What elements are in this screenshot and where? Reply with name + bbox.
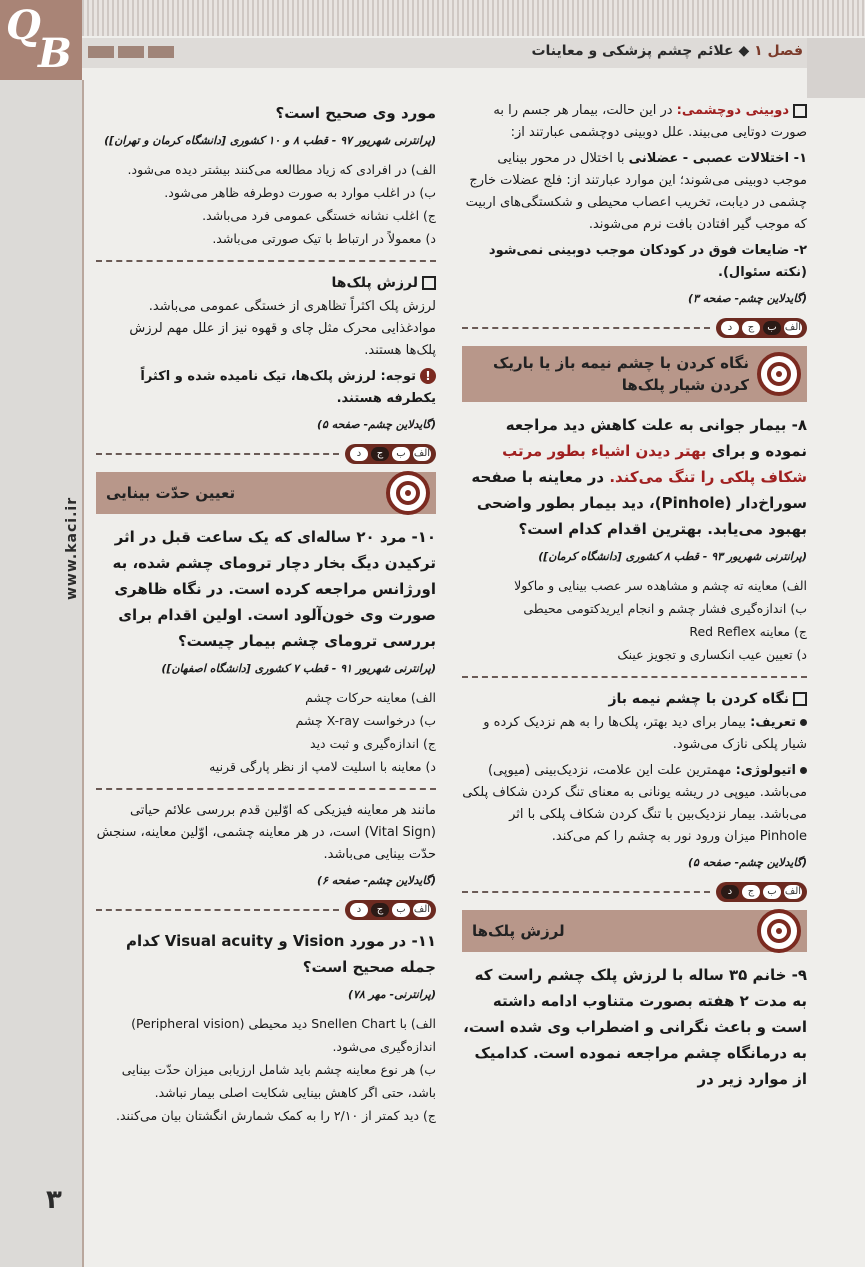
qb-logo [0,0,82,80]
question-11: ۱۱- در مورد Vision و Visual acuity کدام جمله صحیح است؟ [125,932,436,976]
answer-key-1 [462,318,807,338]
q9-option-c: ج) اغلب نشانه خستگی عمومی فرد می‌باشد. [202,208,436,223]
etiology-paragraph [462,760,807,848]
q10-source: (پرانترنی شهریور ۹۱ - قطب ۷ کشوری [دانشگاه اصفهان]) [161,662,436,675]
q11-source: (پرانترنی- مهر ۷۸) [347,988,436,1001]
website-url: www.kaci.ir [64,496,80,600]
right-column [462,100,807,1096]
section-banner-visual-acuity [96,472,436,514]
subsection-title [462,688,807,710]
answer-c: ج [742,321,760,335]
cause1-paragraph [462,148,807,236]
cause2-text: ۲- ضایعات فوق در کودکان موجب دوبینی نمی‌شود [488,243,807,258]
banner-title: تعیین حدّت بینایی [106,484,236,502]
answer-b: ب [763,321,781,335]
logo-q: Q [6,2,41,49]
q8-option-b: ب) اندازه‌گیری فشار چشم و انجام ایریدکتومی محیطی [523,601,807,616]
answer-d: د [350,447,368,461]
answer-divider [96,453,339,455]
section-divider [462,676,807,678]
q10-option-d: د) معاینه با اسلیت لامپ از نظر پارگی قرنیه [209,759,436,774]
q9-option-b: ب) در اغلب موارد به صورت دوطرفه ظاهر می‌شود. [164,185,436,200]
tremor-title-text: لرزش پلک‌ها [331,275,418,291]
q11-option-c: ج) دید کمتر از ۲/۱۰ را به کمک شمارش انگشتان بیان می‌کنند. [116,1108,436,1123]
target-icon [757,352,801,396]
cause2-paragraph [462,240,807,284]
answer-d: د [721,885,739,899]
q10-option-c: ج) اندازه‌گیری و ثبت دید [310,736,436,751]
answer-options [716,882,807,902]
definition-paragraph [462,712,807,756]
tremor-title [96,272,436,294]
margin-divider [82,80,84,1267]
banner-title: نگاه کردن با چشم نیمه باز یا باریک کردن شیار پلک‌ها [492,354,749,394]
vital-source: (گایدلاین چشم- صفحه ۶) [316,874,436,887]
top-band [82,0,865,36]
diplopia-title: دوبینی دوچشمی: [676,103,789,118]
page-margin [0,0,82,1267]
q9-option-a: الف) در افرادی که زیاد مطالعه می‌کنند بیشتر دیده می‌شود. [127,162,436,177]
target-icon [386,471,430,515]
note-source: (گایدلاین چشم- صفحه ۵) [316,418,436,431]
section-divider [96,260,436,262]
square-bullet-icon [422,276,436,290]
question-9-continued: مورد وی صحیح است؟ [275,104,436,122]
answer-a: الف [784,886,802,897]
q9-source: (پرانترنی شهریور ۹۷ - قطب ۸ و ۱۰ کشوری [دانشگاه کرمان و تهران]) [104,134,436,147]
q8-option-d: د) تعیین عیب انکساری و تجویز عینک [617,647,807,662]
q8-tail: در معاینه با صفحه سوراخ‌دار (Pinhole)، دید بیمار بطور واضحی بهبود می‌یابد. بهترین اقدام کدام است؟ [471,468,807,538]
square-bullet-icon [793,104,807,118]
definition-title: تعریف: [750,715,796,730]
logo-b: B [38,30,72,77]
answer-key-2 [462,882,807,902]
answer-b: ب [392,447,410,461]
answer-c: ج [742,885,760,899]
section-divider [96,788,436,790]
q11-option-b: ب) هر نوع معاینه چشم باید شامل ارزیابی میزان حدّت بینایی باشد، حتی اگر کاهش بینایی شکایت اصلی بیمار نباشد. [121,1062,436,1100]
q10-option-b: ب) درخواست X-ray چشم [295,713,436,728]
q8-lead: ۸- بیمار جوانی به علت کاهش دید مراجعه نموده و برای [505,416,807,460]
answer-divider [462,891,710,893]
cause2-source: (گایدلاین چشم- صفحه ۳) [687,292,807,305]
q9-option-d: د) معمولاً در ارتباط با تیک صورتی می‌باشد. [212,231,436,246]
vital-sign-text: مانند هر معاینه فیزیکی که اوّلین قدم بررسی علائم حیاتی (Vital Sign) است، در هر معاینه چشمی، اوّلین معاینه، سنجش حدّت بینایی می‌باشد. [96,803,436,862]
q8-option-c: ج) معاینه Red Reflex [689,624,807,639]
answer-a: الف [784,322,802,333]
note-title: توجه: [380,369,416,384]
answer-c: ج [371,447,389,461]
cause1-title: ۱- اختلالات عصبی - عضلانی [628,151,807,166]
chapter-title: فصل ۱ ◆ علائم چشم پزشکی و معاینات [531,43,803,59]
answer-d: د [721,321,739,335]
q8-highlight: بهتر دیدن اشیاء بطور مرتب شکاف پلکی را تنگ می‌کند. [502,442,807,486]
section-banner-squinting [462,346,807,402]
target-icon [757,909,801,953]
square-bullet-icon [793,692,807,706]
answer-key-4 [96,900,436,920]
subsection-title-text: نگاه کردن با چشم نیمه باز [608,691,789,707]
chapter-name: علائم چشم پزشکی و معاینات [531,43,734,59]
banner-title: لرزش پلک‌ها [472,922,565,940]
header-tail [807,38,865,98]
answer-d: د [350,903,368,917]
answer-key-3 [96,444,436,464]
page-number: ۳ [46,1185,62,1215]
answer-a: الف [413,448,431,459]
cause1-text: با اختلال در محور بینایی موجب دوبینی می‌شوند؛ این موارد عبارتند از: فلج عضلات خارج چشمی در دیابت، تخریب اعصاب محیطی و شکستگی‌های اربیت که موجب گیر افتادن بافت نرم می‌شوند. [465,151,807,232]
answer-options [345,900,436,920]
note-paragraph [96,366,436,410]
q8-source: (پرانترنی شهریور ۹۳ - قطب ۸ کشوری [دانشگاه کرمان]) [538,550,807,563]
answer-b: ب [763,885,781,899]
answer-a: الف [413,904,431,915]
warning-icon: ! [420,368,436,384]
bullet-icon [800,719,807,726]
bullet-icon [800,767,807,774]
chapter-header [82,38,807,68]
answer-divider [96,909,339,911]
answer-options [716,318,807,338]
section-banner-eyelid-tremor [462,910,807,952]
answer-divider [462,327,710,329]
diplopia-paragraph [462,100,807,144]
q11-option-a: الف) با Snellen Chart دید محیطی (Peripheral vision) اندازه‌گیری می‌شود. [131,1016,436,1054]
question-9: ۹- خانم ۳۵ ساله با لرزش پلک چشم راست که به مدت ۲ هفته بصورت متناوب ادامه داشته است و باعث نگرانی و اضطراب وی شده است، به درمانگاه چشم مراجعه نموده است. کدامیک از موارد زیر در [463,966,807,1088]
answer-options [345,444,436,464]
left-column [96,100,436,1127]
question-10: ۱۰- مرد ۲۰ ساله‌ای که یک ساعت قبل در اثر ترکیدن دیگ بخار دچار ترومای چشم شده، به اورژانس مراجعه کرده است. در نگاه ظاهری صورت وی خون‌آلود است. اولین اقدام برای بررسی ترومای چشم بیمار چیست؟ [112,528,436,650]
answer-c: ج [371,903,389,917]
header-bars [88,46,174,58]
q8-option-a: الف) معاینه ته چشم و مشاهده سر عصب بینایی و ماکولا [514,578,807,593]
cause2-note: (نکته سئوال). [718,265,807,280]
q10-option-a: الف) معاینه حرکات چشم [305,690,436,705]
tremor-text: لرزش پلک اکثراً تظاهری از خستگی عمومی می‌باشد. موادغذایی محرک مثل چای و قهوه نیز از علل مهم لرزش پلک‌ها هستند. [129,299,436,358]
etiology-title: اتیولوژی: [735,763,796,778]
note-text: لرزش پلک‌ها، تیک نامیده شده و اکثراً یکطرفه هستند. [140,369,436,406]
chapter-label: فصل ۱ [754,43,803,59]
question-8 [462,412,807,542]
answer-b: ب [392,903,410,917]
etiology-source: (گایدلاین چشم- صفحه ۵) [687,856,807,869]
definition-text: بیمار برای دید بهتر، پلک‌ها را به هم نزدیک کرده و شیار پلکی نازک می‌شود. [483,715,807,752]
diplopia-text: در این حالت، بیمار هر جسم را به صورت دوتایی می‌بیند. علل دوبینی دوچشمی عبارتند از: [493,103,807,140]
etiology-text: مهمترین علت این علامت، نزدیک‌بینی (میوپی) می‌باشد. میوپی در ریشه یونانی به معنای تنگ کردن شکاف پلکی می‌باشد. بیمار نزدیک‌بین با تنگ کردن شکاف پلکی با اثر Pinhole میزان ورود نور به چشم را کم می‌کند. [462,763,807,844]
